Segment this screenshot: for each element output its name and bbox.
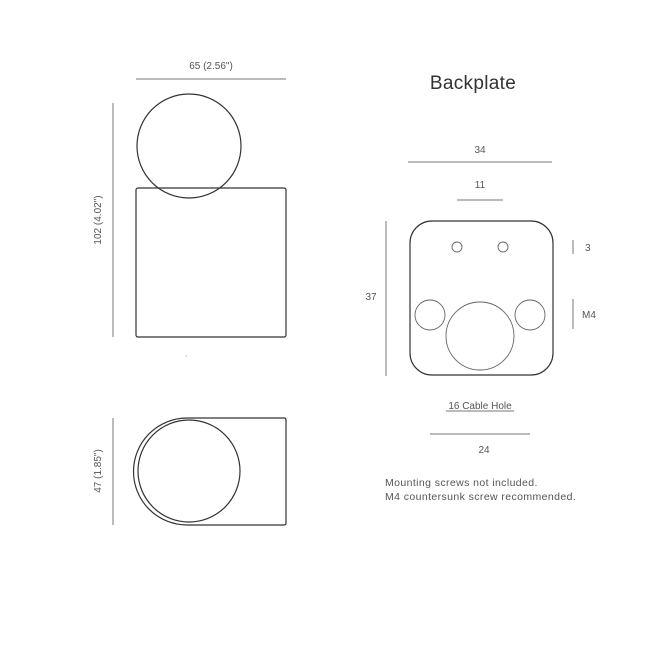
front-view (93, 61, 286, 357)
small-hole-label: 3 (585, 243, 591, 254)
depth-label: 47 (1.85") (93, 449, 104, 493)
small-hole-left (452, 242, 462, 252)
globe-shade (137, 94, 241, 198)
cable-hole-label: 16 Cable Hole (448, 401, 512, 412)
plate-height-label: 37 (365, 292, 377, 303)
screw-hole-left (415, 300, 445, 330)
small-hole-right (498, 242, 508, 252)
top-outline (134, 418, 287, 525)
screw-hole-label: M4 (582, 310, 596, 321)
note-line-2: M4 countersunk screw recommended. (385, 491, 577, 503)
cable-hole-width-label: 24 (478, 445, 490, 456)
base-body (136, 188, 286, 337)
hole-spacing-label: 11 (474, 180, 486, 191)
base-dot (185, 355, 187, 357)
overall-width-label: 34 (474, 145, 486, 156)
backplate-outline (410, 221, 553, 375)
note-line-1: Mounting screws not included. (385, 477, 538, 489)
height-label: 102 (4.02") (93, 195, 104, 245)
cable-hole (446, 302, 514, 370)
top-globe-circle (138, 420, 240, 522)
backplate-detail (365, 145, 596, 456)
screw-hole-right (515, 300, 545, 330)
backplate-title: Backplate (429, 73, 517, 94)
notes (385, 477, 576, 503)
top-view (93, 418, 286, 525)
width-label: 65 (2.56") (189, 61, 233, 72)
